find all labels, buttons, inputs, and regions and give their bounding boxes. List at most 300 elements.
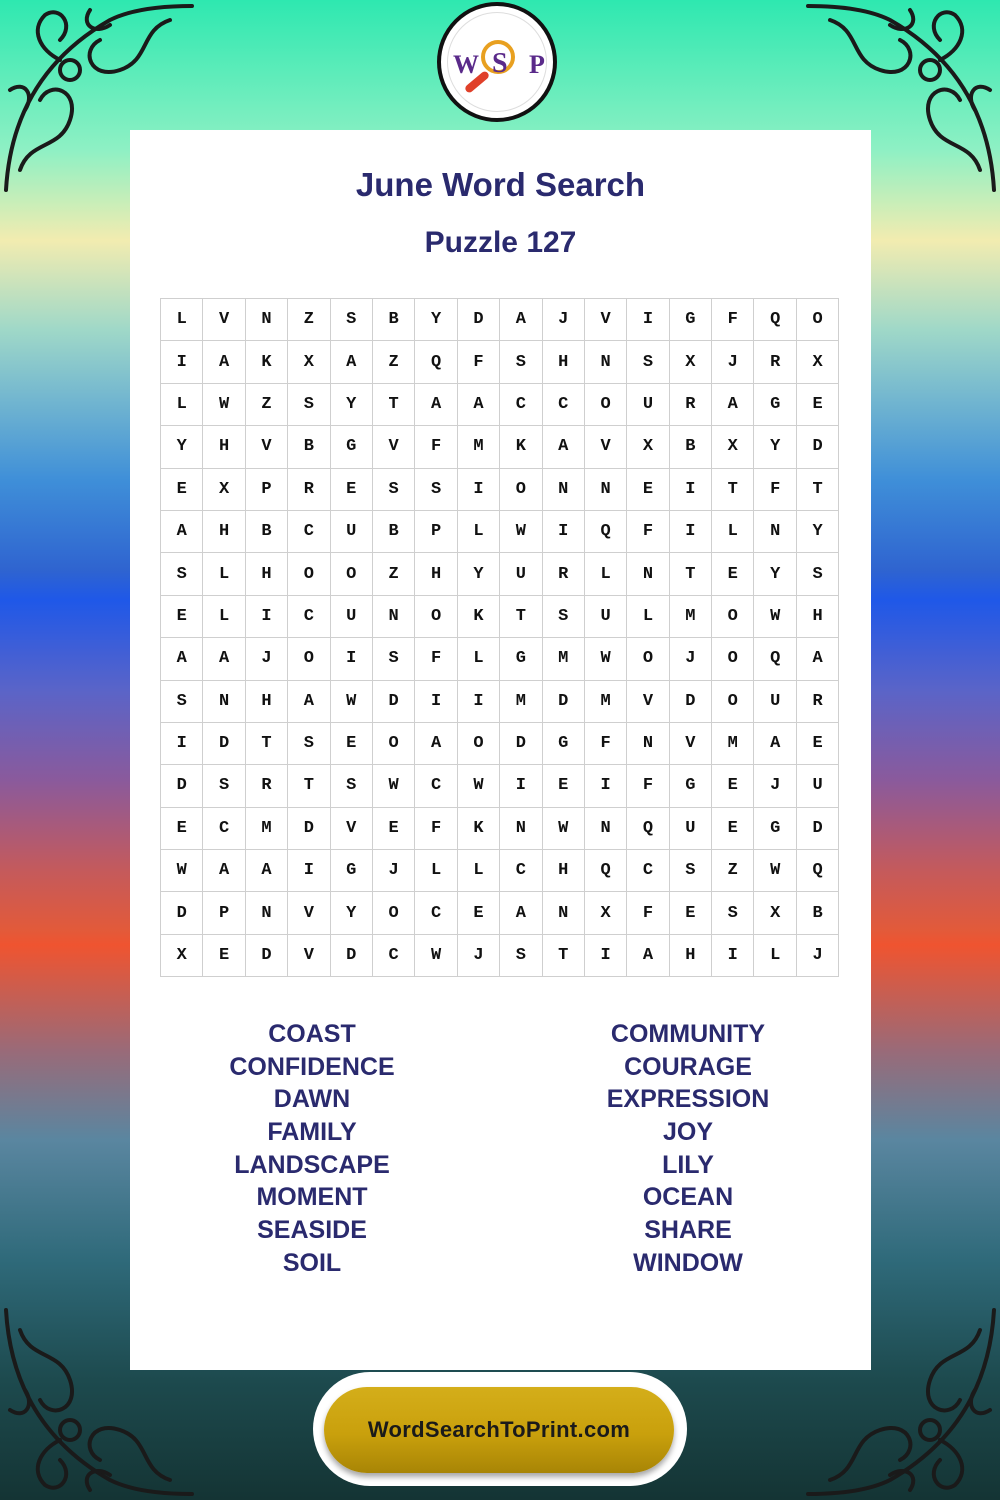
- grid-cell[interactable]: F: [627, 510, 669, 552]
- grid-cell[interactable]: N: [542, 468, 584, 510]
- grid-cell[interactable]: E: [627, 468, 669, 510]
- grid-cell[interactable]: G: [754, 807, 796, 849]
- grid-cell[interactable]: S: [288, 722, 330, 764]
- grid-cell[interactable]: L: [203, 595, 245, 637]
- grid-cell[interactable]: I: [669, 468, 711, 510]
- grid-cell[interactable]: N: [584, 341, 626, 383]
- grid-cell[interactable]: H: [796, 595, 838, 637]
- logo-letter-s: S: [492, 48, 508, 79]
- grid-cell[interactable]: S: [500, 934, 542, 976]
- grid-cell[interactable]: S: [203, 765, 245, 807]
- grid-cell[interactable]: O: [712, 680, 754, 722]
- grid-cell[interactable]: H: [203, 510, 245, 552]
- grid-cell[interactable]: I: [288, 850, 330, 892]
- grid-cell[interactable]: B: [669, 426, 711, 468]
- grid-cell[interactable]: R: [754, 341, 796, 383]
- grid-cell[interactable]: L: [457, 850, 499, 892]
- grid-cell[interactable]: O: [415, 595, 457, 637]
- word-list-right: [538, 1018, 838, 1280]
- grid-cell[interactable]: F: [457, 341, 499, 383]
- grid-cell[interactable]: E: [712, 807, 754, 849]
- grid-cell[interactable]: C: [542, 383, 584, 425]
- word-item: EXPRESSION: [606, 1085, 770, 1114]
- grid-cell[interactable]: V: [245, 426, 287, 468]
- grid-cell[interactable]: Q: [415, 341, 457, 383]
- grid-row: [161, 892, 839, 934]
- grid-cell[interactable]: S: [330, 299, 372, 341]
- word-item: LANDSCAPE: [234, 1150, 390, 1179]
- word-item: FAMILY: [267, 1118, 357, 1147]
- grid-cell[interactable]: I: [500, 765, 542, 807]
- grid-cell[interactable]: Y: [415, 299, 457, 341]
- word-item: OCEAN: [642, 1183, 734, 1212]
- grid-cell[interactable]: N: [627, 722, 669, 764]
- grid-cell[interactable]: D: [161, 765, 203, 807]
- grid-cell[interactable]: J: [669, 638, 711, 680]
- grid-cell[interactable]: I: [669, 510, 711, 552]
- grid-row: [161, 722, 839, 764]
- grid-cell[interactable]: B: [288, 426, 330, 468]
- grid-cell[interactable]: V: [584, 299, 626, 341]
- grid-cell[interactable]: J: [457, 934, 499, 976]
- grid-cell[interactable]: Z: [712, 850, 754, 892]
- grid-cell[interactable]: M: [669, 595, 711, 637]
- grid-cell[interactable]: F: [415, 426, 457, 468]
- grid-cell[interactable]: U: [584, 595, 626, 637]
- grid-cell[interactable]: J: [796, 934, 838, 976]
- grid-cell[interactable]: B: [796, 892, 838, 934]
- grid-cell[interactable]: C: [372, 934, 414, 976]
- grid-cell[interactable]: A: [500, 892, 542, 934]
- grid-row: [161, 299, 839, 341]
- grid-cell[interactable]: R: [542, 553, 584, 595]
- grid-cell[interactable]: F: [712, 299, 754, 341]
- grid-cell[interactable]: V: [669, 722, 711, 764]
- grid-cell[interactable]: W: [754, 595, 796, 637]
- grid-cell[interactable]: U: [330, 595, 372, 637]
- grid-cell[interactable]: I: [584, 765, 626, 807]
- word-item: SHARE: [644, 1216, 732, 1245]
- grid-cell[interactable]: Z: [372, 553, 414, 595]
- grid-cell[interactable]: I: [542, 510, 584, 552]
- grid-cell[interactable]: A: [712, 383, 754, 425]
- grid-row: [161, 934, 839, 976]
- grid-row: [161, 341, 839, 383]
- grid-cell[interactable]: H: [203, 426, 245, 468]
- grid-cell[interactable]: T: [796, 468, 838, 510]
- grid-cell[interactable]: N: [245, 299, 287, 341]
- word-item: WINDOW: [633, 1248, 743, 1277]
- grid-row: [161, 383, 839, 425]
- grid-cell[interactable]: O: [500, 468, 542, 510]
- grid-cell[interactable]: E: [330, 722, 372, 764]
- grid-cell[interactable]: N: [203, 680, 245, 722]
- grid-cell[interactable]: J: [754, 765, 796, 807]
- grid-cell[interactable]: Y: [330, 892, 372, 934]
- grid-cell[interactable]: U: [754, 680, 796, 722]
- grid-row: [161, 553, 839, 595]
- grid-cell[interactable]: Y: [754, 553, 796, 595]
- grid-cell[interactable]: X: [161, 934, 203, 976]
- grid-cell[interactable]: C: [500, 383, 542, 425]
- grid-cell[interactable]: D: [796, 807, 838, 849]
- grid-cell[interactable]: E: [372, 807, 414, 849]
- grid-cell[interactable]: A: [203, 341, 245, 383]
- grid-cell[interactable]: J: [712, 341, 754, 383]
- grid-cell[interactable]: D: [245, 934, 287, 976]
- grid-cell[interactable]: I: [627, 299, 669, 341]
- grid-cell[interactable]: N: [372, 595, 414, 637]
- grid-cell[interactable]: U: [796, 765, 838, 807]
- grid-cell[interactable]: B: [372, 510, 414, 552]
- grid-cell[interactable]: A: [161, 510, 203, 552]
- grid-cell[interactable]: V: [288, 934, 330, 976]
- grid-cell[interactable]: X: [203, 468, 245, 510]
- word-item: CONFIDENCE: [229, 1052, 395, 1081]
- grid-cell[interactable]: A: [627, 934, 669, 976]
- grid-cell[interactable]: G: [669, 299, 711, 341]
- grid-cell[interactable]: G: [669, 765, 711, 807]
- grid-cell[interactable]: C: [627, 850, 669, 892]
- grid-cell[interactable]: G: [330, 426, 372, 468]
- grid-cell[interactable]: T: [372, 383, 414, 425]
- grid-cell[interactable]: H: [245, 680, 287, 722]
- grid-cell[interactable]: C: [288, 510, 330, 552]
- grid-cell[interactable]: D: [500, 722, 542, 764]
- grid-cell[interactable]: H: [542, 341, 584, 383]
- grid-cell[interactable]: E: [796, 722, 838, 764]
- grid-cell[interactable]: F: [415, 807, 457, 849]
- grid-cell[interactable]: P: [245, 468, 287, 510]
- grid-cell[interactable]: M: [245, 807, 287, 849]
- grid-cell[interactable]: F: [627, 892, 669, 934]
- page-title: June Word Search: [355, 166, 646, 203]
- grid-cell[interactable]: I: [161, 722, 203, 764]
- word-item: MOMENT: [256, 1183, 368, 1212]
- grid-cell[interactable]: G: [542, 722, 584, 764]
- grid-cell[interactable]: X: [584, 892, 626, 934]
- grid-cell[interactable]: F: [584, 722, 626, 764]
- grid-cell[interactable]: Y: [796, 510, 838, 552]
- grid-cell[interactable]: X: [754, 892, 796, 934]
- grid-cell[interactable]: R: [669, 383, 711, 425]
- word-item: COAST: [268, 1020, 356, 1048]
- grid-row: [161, 426, 839, 468]
- grid-cell[interactable]: Y: [754, 426, 796, 468]
- grid-cell[interactable]: S: [372, 468, 414, 510]
- grid-cell[interactable]: O: [372, 892, 414, 934]
- grid-cell[interactable]: S: [712, 892, 754, 934]
- grid-cell[interactable]: A: [754, 722, 796, 764]
- grid-cell[interactable]: V: [584, 426, 626, 468]
- grid-cell[interactable]: N: [500, 807, 542, 849]
- grid-cell[interactable]: S: [500, 341, 542, 383]
- grid-cell[interactable]: W: [754, 850, 796, 892]
- grid-cell[interactable]: A: [415, 722, 457, 764]
- grid-cell[interactable]: W: [161, 850, 203, 892]
- grid-cell[interactable]: N: [584, 468, 626, 510]
- grid-cell[interactable]: V: [288, 892, 330, 934]
- grid-cell[interactable]: I: [415, 680, 457, 722]
- grid-row: [161, 680, 839, 722]
- grid-cell[interactable]: S: [669, 850, 711, 892]
- grid-cell[interactable]: M: [712, 722, 754, 764]
- grid-cell[interactable]: S: [372, 638, 414, 680]
- word-item: JOY: [662, 1118, 714, 1147]
- grid-cell[interactable]: U: [627, 383, 669, 425]
- grid-cell[interactable]: C: [288, 595, 330, 637]
- grid-cell[interactable]: X: [627, 426, 669, 468]
- grid-cell[interactable]: S: [330, 765, 372, 807]
- grid-row: [161, 510, 839, 552]
- grid-cell[interactable]: S: [161, 553, 203, 595]
- grid-cell[interactable]: Z: [372, 341, 414, 383]
- grid-cell[interactable]: L: [627, 595, 669, 637]
- grid-cell[interactable]: H: [542, 850, 584, 892]
- grid-cell[interactable]: N: [584, 807, 626, 849]
- grid-cell[interactable]: C: [500, 850, 542, 892]
- grid-cell[interactable]: D: [457, 299, 499, 341]
- grid-cell[interactable]: Q: [584, 850, 626, 892]
- grid-cell[interactable]: A: [203, 850, 245, 892]
- grid-cell[interactable]: M: [457, 426, 499, 468]
- grid-cell[interactable]: O: [330, 553, 372, 595]
- wsp-logo: [437, 2, 557, 122]
- grid-cell[interactable]: O: [796, 299, 838, 341]
- logo-letter-w: W: [453, 50, 479, 79]
- word-item: SOIL: [282, 1248, 342, 1277]
- grid-cell[interactable]: L: [754, 934, 796, 976]
- word-item: COMMUNITY: [610, 1020, 766, 1048]
- grid-row: [161, 765, 839, 807]
- grid-cell[interactable]: I: [584, 934, 626, 976]
- grid-cell[interactable]: U: [669, 807, 711, 849]
- grid-cell[interactable]: P: [203, 892, 245, 934]
- grid-cell[interactable]: E: [161, 468, 203, 510]
- grid-cell[interactable]: T: [669, 553, 711, 595]
- grid-cell[interactable]: W: [542, 807, 584, 849]
- grid-cell[interactable]: Z: [288, 299, 330, 341]
- grid-cell[interactable]: T: [288, 765, 330, 807]
- word-item: LILY: [662, 1150, 714, 1179]
- grid-cell[interactable]: G: [500, 638, 542, 680]
- grid-cell[interactable]: A: [542, 426, 584, 468]
- grid-cell[interactable]: E: [161, 595, 203, 637]
- grid-cell[interactable]: T: [245, 722, 287, 764]
- grid-cell[interactable]: S: [415, 468, 457, 510]
- grid-cell[interactable]: D: [542, 680, 584, 722]
- grid-cell[interactable]: L: [161, 383, 203, 425]
- grid-cell[interactable]: A: [330, 341, 372, 383]
- grid-cell[interactable]: S: [288, 383, 330, 425]
- grid-row: [161, 850, 839, 892]
- grid-cell[interactable]: O: [372, 722, 414, 764]
- grid-cell[interactable]: T: [500, 595, 542, 637]
- grid-cell[interactable]: J: [542, 299, 584, 341]
- grid-cell[interactable]: R: [245, 765, 287, 807]
- grid-cell[interactable]: I: [457, 468, 499, 510]
- grid-cell[interactable]: L: [161, 299, 203, 341]
- grid-cell[interactable]: L: [457, 510, 499, 552]
- grid-cell[interactable]: X: [669, 341, 711, 383]
- grid-row: [161, 595, 839, 637]
- grid-cell[interactable]: T: [712, 468, 754, 510]
- grid-cell[interactable]: R: [796, 680, 838, 722]
- grid-cell[interactable]: E: [712, 765, 754, 807]
- word-item: DAWN: [273, 1085, 351, 1114]
- grid-cell[interactable]: F: [754, 468, 796, 510]
- grid-cell[interactable]: A: [500, 299, 542, 341]
- grid-cell[interactable]: V: [330, 807, 372, 849]
- logo-letter-p: P: [529, 50, 545, 79]
- website-button[interactable]: WordSearchToPrint.com: [324, 1387, 674, 1473]
- grid-cell[interactable]: W: [415, 934, 457, 976]
- grid-cell[interactable]: N: [754, 510, 796, 552]
- grid-cell[interactable]: P: [415, 510, 457, 552]
- grid-cell[interactable]: X: [796, 341, 838, 383]
- grid-cell[interactable]: M: [542, 638, 584, 680]
- grid-cell[interactable]: K: [500, 426, 542, 468]
- grid-cell[interactable]: A: [245, 850, 287, 892]
- grid-cell[interactable]: S: [542, 595, 584, 637]
- grid-cell[interactable]: J: [245, 638, 287, 680]
- grid-cell[interactable]: K: [457, 807, 499, 849]
- grid-cell[interactable]: A: [161, 638, 203, 680]
- footer-pill: [313, 1372, 687, 1486]
- grid-cell[interactable]: E: [669, 892, 711, 934]
- grid-cell[interactable]: Q: [627, 807, 669, 849]
- grid-cell[interactable]: L: [584, 553, 626, 595]
- grid-cell[interactable]: O: [457, 722, 499, 764]
- letter-grid: [160, 298, 839, 977]
- grid-cell[interactable]: C: [415, 892, 457, 934]
- grid-cell[interactable]: Q: [754, 299, 796, 341]
- grid-cell[interactable]: W: [203, 383, 245, 425]
- grid-cell[interactable]: D: [288, 807, 330, 849]
- grid-cell[interactable]: D: [203, 722, 245, 764]
- grid-cell[interactable]: Z: [245, 383, 287, 425]
- grid-cell[interactable]: A: [415, 383, 457, 425]
- grid-cell[interactable]: D: [161, 892, 203, 934]
- grid-cell[interactable]: H: [669, 934, 711, 976]
- grid-cell[interactable]: Q: [796, 850, 838, 892]
- grid-cell[interactable]: B: [245, 510, 287, 552]
- grid-cell[interactable]: K: [245, 341, 287, 383]
- grid-cell[interactable]: F: [627, 765, 669, 807]
- grid-cell[interactable]: Y: [330, 383, 372, 425]
- grid-cell[interactable]: D: [372, 680, 414, 722]
- grid-cell[interactable]: A: [203, 638, 245, 680]
- grid-cell[interactable]: F: [415, 638, 457, 680]
- grid-row: [161, 807, 839, 849]
- grid-cell[interactable]: Y: [457, 553, 499, 595]
- grid-cell[interactable]: L: [415, 850, 457, 892]
- grid-cell[interactable]: M: [500, 680, 542, 722]
- grid-cell[interactable]: U: [330, 510, 372, 552]
- grid-cell[interactable]: H: [245, 553, 287, 595]
- grid-cell[interactable]: W: [372, 765, 414, 807]
- grid-cell[interactable]: X: [712, 426, 754, 468]
- grid-cell[interactable]: Y: [161, 426, 203, 468]
- grid-cell[interactable]: H: [415, 553, 457, 595]
- grid-row: [161, 468, 839, 510]
- grid-cell[interactable]: O: [288, 638, 330, 680]
- grid-cell[interactable]: S: [627, 341, 669, 383]
- grid-cell[interactable]: I: [457, 680, 499, 722]
- grid-cell[interactable]: O: [288, 553, 330, 595]
- grid-cell[interactable]: X: [288, 341, 330, 383]
- grid-cell[interactable]: I: [161, 341, 203, 383]
- grid-cell[interactable]: N: [627, 553, 669, 595]
- grid-cell[interactable]: O: [584, 383, 626, 425]
- grid-cell[interactable]: W: [500, 510, 542, 552]
- grid-cell[interactable]: G: [754, 383, 796, 425]
- grid-cell[interactable]: E: [457, 892, 499, 934]
- grid-cell[interactable]: L: [712, 510, 754, 552]
- grid-cell[interactable]: O: [627, 638, 669, 680]
- grid-cell[interactable]: C: [203, 807, 245, 849]
- grid-cell[interactable]: L: [203, 553, 245, 595]
- grid-cell[interactable]: E: [330, 468, 372, 510]
- grid-cell[interactable]: W: [584, 638, 626, 680]
- grid-cell[interactable]: M: [584, 680, 626, 722]
- grid-cell[interactable]: N: [542, 892, 584, 934]
- puzzle-number: Puzzle 127: [424, 226, 577, 259]
- grid-cell[interactable]: W: [457, 765, 499, 807]
- grid-cell[interactable]: A: [288, 680, 330, 722]
- grid-cell[interactable]: Q: [584, 510, 626, 552]
- word-item: SEASIDE: [257, 1216, 367, 1245]
- grid-cell[interactable]: V: [203, 299, 245, 341]
- grid-cell[interactable]: V: [627, 680, 669, 722]
- grid-cell[interactable]: O: [712, 595, 754, 637]
- grid-cell[interactable]: W: [330, 680, 372, 722]
- grid-cell[interactable]: R: [288, 468, 330, 510]
- grid-cell[interactable]: D: [330, 934, 372, 976]
- grid-cell[interactable]: E: [712, 553, 754, 595]
- grid-cell[interactable]: C: [415, 765, 457, 807]
- grid-cell[interactable]: I: [330, 638, 372, 680]
- grid-cell[interactable]: G: [330, 850, 372, 892]
- grid-cell[interactable]: K: [457, 595, 499, 637]
- grid-cell[interactable]: A: [457, 383, 499, 425]
- grid-cell[interactable]: O: [712, 638, 754, 680]
- grid-cell[interactable]: V: [372, 426, 414, 468]
- grid-cell[interactable]: E: [203, 934, 245, 976]
- grid-cell[interactable]: T: [542, 934, 584, 976]
- word-list-left: [162, 1018, 462, 1280]
- word-item: COURAGE: [624, 1052, 752, 1081]
- grid-cell[interactable]: Q: [754, 638, 796, 680]
- grid-cell[interactable]: D: [796, 426, 838, 468]
- grid-row: [161, 638, 839, 680]
- puzzle-card: [130, 130, 871, 1370]
- grid-cell[interactable]: S: [796, 553, 838, 595]
- grid-cell[interactable]: A: [796, 638, 838, 680]
- grid-cell[interactable]: J: [372, 850, 414, 892]
- grid-cell[interactable]: L: [457, 638, 499, 680]
- grid-cell[interactable]: S: [161, 680, 203, 722]
- grid-cell[interactable]: E: [542, 765, 584, 807]
- grid-cell[interactable]: E: [161, 807, 203, 849]
- grid-cell[interactable]: B: [372, 299, 414, 341]
- grid-cell[interactable]: E: [796, 383, 838, 425]
- grid-cell[interactable]: I: [712, 934, 754, 976]
- grid-cell[interactable]: U: [500, 553, 542, 595]
- grid-cell[interactable]: D: [669, 680, 711, 722]
- grid-cell[interactable]: N: [245, 892, 287, 934]
- grid-cell[interactable]: I: [245, 595, 287, 637]
